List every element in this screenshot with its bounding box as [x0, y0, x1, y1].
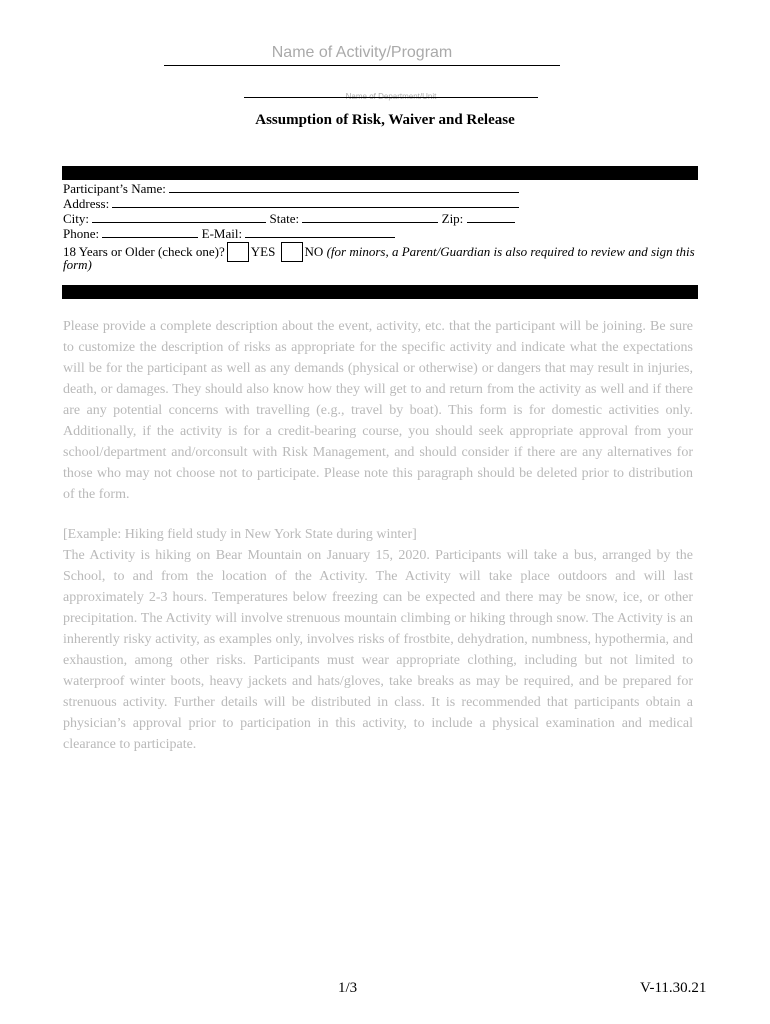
address-row — [63, 196, 519, 211]
zip-label: Zip: — [441, 211, 464, 226]
activity-name-placeholder: Name of Activity/Program — [271, 44, 453, 61]
zip-input[interactable] — [467, 211, 515, 223]
state-input[interactable] — [302, 211, 438, 223]
city-row — [63, 211, 515, 226]
no-checkbox[interactable] — [281, 242, 303, 262]
example-heading: [Example: Hiking field study in New York State during winter] — [63, 527, 417, 542]
city-label: City: — [63, 211, 90, 226]
state-label: State: — [269, 211, 300, 226]
minor-note: (for minors, a Parent/Guardian is also required to review and sign this — [326, 244, 695, 259]
phone-label: Phone: — [63, 226, 100, 241]
address-label: Address: — [63, 196, 110, 211]
example-paragraph: The Activity is hiking on Bear Mountain on January 15, 2020. Participants will take a bus, arranged by the School, to and from the location of the Activity. The Activity will take place outdoors and will last approximately 2-3 hours. Temperatures below freezing can be expected and there may be snow, ice, or other precipitation. The Activity will involve strenuous mountain climbing or hiking through snow. The Activity is an inherently risky activity, as examples only, involves risks of frostbite, dehydration, numbness, hypothermia, and exhaustion, among other risks. Participants must wear appropriate clothing, including but not limited to waterproof winter boots, heavy jackets and hats/gloves, take breaks as may be required, and be prepared for strenuous activity. Further details will be distributed in class. It is recommended that participants obtain a physician’s approval prior to participation in this activity, to include a physical examination and medical clearance to participate. — [63, 548, 693, 752]
document-title: Assumption of Risk, Waiver and Release — [255, 112, 515, 128]
minor-note-line2: form) — [63, 257, 92, 272]
participant-name-input[interactable] — [169, 181, 519, 193]
no-label: NO — [304, 244, 324, 259]
activity-name-field[interactable] — [164, 44, 560, 62]
age-label: 18 Years or Older (check one)? — [63, 244, 225, 259]
department-name-placeholder: Name of Department/Unit — [345, 92, 437, 101]
about-activity-heading: ABOUT THE ACTIVITY — [63, 284, 208, 299]
participant-label: Participant’s Name: — [63, 181, 166, 196]
version-label: V-11.30.21 — [640, 980, 707, 996]
page-number: 1/3 — [338, 980, 358, 996]
address-input[interactable] — [112, 196, 519, 208]
phone-row — [63, 226, 395, 241]
yes-checkbox[interactable] — [227, 242, 249, 262]
department-name-field[interactable] — [244, 86, 538, 104]
email-input[interactable] — [245, 226, 395, 238]
activity-name-underline — [164, 65, 560, 66]
city-input[interactable] — [92, 211, 266, 223]
general-info-heading: GENERAL INFORMATION — [63, 165, 226, 180]
phone-input[interactable] — [102, 226, 198, 238]
age-row — [63, 242, 695, 262]
instructions-paragraph: Please provide a complete description about the event, activity, etc. that the participant will be joining. Be sure to customize the description of risks as appropriate for the specific activity and indicate what the expectations will be for the participant as well as any demands (physical or otherwise) or dangers that may result in injuries, death, or damages. They should also know how they will get to and return from the activity as well and if there are any potential concerns with travelling (e.g., travel by boat). This form is for domestic activities only. Additionally, if the activity is for a credit-bearing course, you should seek appropriate approval from your school/department and/orconsult with Risk Management, and should consider if there are any alternatives for those who may not choose not to participate. Please note this paragraph should be deleted prior to distribution of the form. — [63, 319, 693, 502]
yes-label: YES — [250, 244, 276, 259]
minor-note-continued — [63, 257, 92, 272]
email-label: E-Mail: — [201, 226, 243, 241]
participant-row — [63, 181, 519, 196]
department-name-underline — [244, 97, 538, 98]
